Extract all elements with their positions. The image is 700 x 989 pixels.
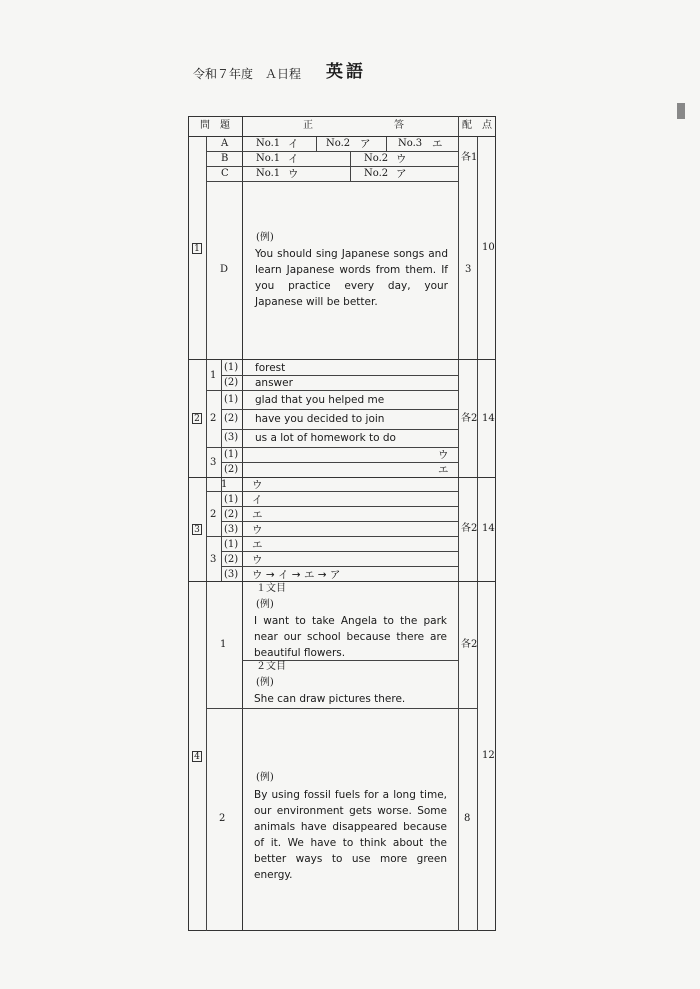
q1-d-answer-text: You should sing Japanese songs and learn Japanese words from them. If you practice every day, your Japanese will be better. xyxy=(255,248,448,308)
row-line xyxy=(221,409,458,410)
row-line xyxy=(206,166,458,167)
q4-total-points: 12 xyxy=(482,750,495,761)
q1-a-no3-answer: エ xyxy=(432,138,443,150)
q2-3-1-answer: ウ xyxy=(438,449,449,461)
q1-b-label: B xyxy=(221,153,229,164)
q1-c-label: C xyxy=(221,168,229,179)
col-line-sub xyxy=(221,360,222,581)
q4-1-first-sentence-answer: I want to take Angela to the park near our school because there are beautiful flowers. xyxy=(254,615,447,659)
q3-1-answer: ウ xyxy=(252,479,263,491)
cell-line xyxy=(316,137,317,151)
q3-2-1-answer: イ xyxy=(252,494,263,506)
section-line xyxy=(188,359,496,360)
q4-1-points: 各2 xyxy=(461,639,478,650)
q1-c-no1-label: No.1 xyxy=(256,168,281,179)
q4-2-points: 8 xyxy=(464,813,471,824)
q2-1-1-answer: forest xyxy=(255,362,286,374)
q1-abc-points: 各1 xyxy=(461,152,478,163)
col-line-total xyxy=(477,137,478,931)
row-line xyxy=(206,536,458,537)
q2-2-2-label: (2) xyxy=(224,413,239,424)
row-line xyxy=(221,521,458,522)
q1-d-example-mark: (例) xyxy=(256,232,274,243)
q2-part2-label: 2 xyxy=(210,413,217,424)
subject-title: 英語 xyxy=(326,62,366,82)
q1-a-no1-answer: イ xyxy=(288,138,299,150)
q3-points: 各2 xyxy=(461,523,478,534)
exam-session: 令和７年度 Ａ日程 xyxy=(193,67,302,81)
q4-part2-label: 2 xyxy=(219,813,226,824)
col-line-points xyxy=(458,116,459,931)
q1-b-no1-answer: イ xyxy=(288,153,299,165)
header-mondai: 問 題 xyxy=(200,120,230,131)
row-line xyxy=(221,566,458,567)
row-line xyxy=(206,390,458,391)
q3-3-2-answer: ウ xyxy=(252,554,263,566)
q2-3-1-label: (1) xyxy=(224,449,239,460)
row-line xyxy=(221,429,458,430)
q4-part1-label: 1 xyxy=(220,639,227,650)
col-line-answer xyxy=(242,116,243,931)
q2-1-1-label: (1) xyxy=(224,362,239,373)
q2-total-points: 14 xyxy=(482,413,495,424)
q4-2-answer-text: By using fossil fuels for a long time, our environment gets worse. Some animals have disappeared because of it. We have to think about the better ways to use more green energy. xyxy=(254,789,447,881)
row-line xyxy=(221,462,458,463)
q3-2-1-label: (1) xyxy=(224,494,239,505)
q1-b-no1-label: No.1 xyxy=(256,153,281,164)
question-4-number: 4 xyxy=(192,751,202,762)
q3-2-3-label: (3) xyxy=(224,524,239,535)
col-line-qnum xyxy=(206,137,207,931)
q1-c-no1-answer: ウ xyxy=(288,168,299,180)
row-line xyxy=(206,708,477,709)
q2-3-2-label: (2) xyxy=(224,464,239,475)
header-line xyxy=(188,136,496,137)
q4-1-second-sentence-label: ２文目 xyxy=(256,661,286,672)
q1-b-no2-label: No.2 xyxy=(364,153,389,164)
q4-2-example-mark: (例) xyxy=(256,772,274,783)
header-tou: 答 xyxy=(394,120,404,131)
row-line xyxy=(221,506,458,507)
q3-2-3-answer: ウ xyxy=(252,524,263,536)
q2-part3-label: 3 xyxy=(210,457,217,468)
header-sei: 正 xyxy=(303,120,313,131)
q4-1-second-sentence-answer: She can draw pictures there. xyxy=(254,693,406,705)
q2-2-1-answer: glad that you helped me xyxy=(255,394,385,406)
row-line xyxy=(206,491,458,492)
q3-total-points: 14 xyxy=(482,523,495,534)
q1-a-no3-label: No.3 xyxy=(398,138,423,149)
q2-points: 各2 xyxy=(461,413,478,424)
q2-1-2-label: (2) xyxy=(224,377,239,388)
q1-c-no2-label: No.2 xyxy=(364,168,389,179)
row-line xyxy=(206,181,458,182)
row-line xyxy=(206,447,458,448)
q3-part1-label: 1 xyxy=(221,479,228,490)
q1-a-no2-label: No.2 xyxy=(326,138,351,149)
q3-2-2-label: (2) xyxy=(224,509,239,520)
q1-d-points: 3 xyxy=(465,264,472,275)
q1-total-points: 10 xyxy=(482,242,495,253)
q4-1-example-mark-2: (例) xyxy=(256,677,274,688)
q2-2-3-label: (3) xyxy=(224,432,239,443)
q1-c-no2-answer: ア xyxy=(396,168,407,180)
q1-a-no2-answer: ア xyxy=(360,138,371,150)
q3-3-2-label: (2) xyxy=(224,554,239,565)
section-line xyxy=(188,477,496,478)
q1-a-no1-label: No.1 xyxy=(256,138,281,149)
q4-1-example-mark-1: (例) xyxy=(256,599,274,610)
row-line xyxy=(206,151,458,152)
q1-b-no2-answer: ウ xyxy=(396,153,407,165)
q2-3-2-answer: エ xyxy=(438,464,449,476)
edge-tab-mark xyxy=(677,103,685,119)
q2-2-2-answer: have you decided to join xyxy=(255,413,385,425)
cell-line xyxy=(350,151,351,181)
q3-part2-label: 2 xyxy=(210,509,217,520)
question-3-number: 3 xyxy=(192,524,202,535)
q3-2-2-answer: エ xyxy=(252,509,263,521)
row-line xyxy=(221,551,458,552)
q3-3-3-label: (3) xyxy=(224,569,239,580)
question-1-number: 1 xyxy=(192,243,202,254)
cell-line xyxy=(386,137,387,151)
q2-2-3-answer: us a lot of homework to do xyxy=(255,432,396,444)
q4-1-first-sentence-label: １文目 xyxy=(256,583,286,594)
q2-2-1-label: (1) xyxy=(224,394,239,405)
question-2-number: 2 xyxy=(192,413,202,424)
section-line xyxy=(188,581,496,582)
row-line xyxy=(221,375,458,376)
q2-1-2-answer: answer xyxy=(255,377,293,389)
q3-3-1-answer: エ xyxy=(252,539,263,551)
q2-part1-label: 1 xyxy=(210,370,217,381)
q3-3-3-answer: ウ → イ → エ → ア xyxy=(252,569,341,581)
q1-d-label: D xyxy=(220,264,229,275)
q3-part3-label: 3 xyxy=(210,554,217,565)
header-haiten: 配 点 xyxy=(462,120,492,131)
q1-a-label: A xyxy=(221,138,229,149)
q3-3-1-label: (1) xyxy=(224,539,239,550)
